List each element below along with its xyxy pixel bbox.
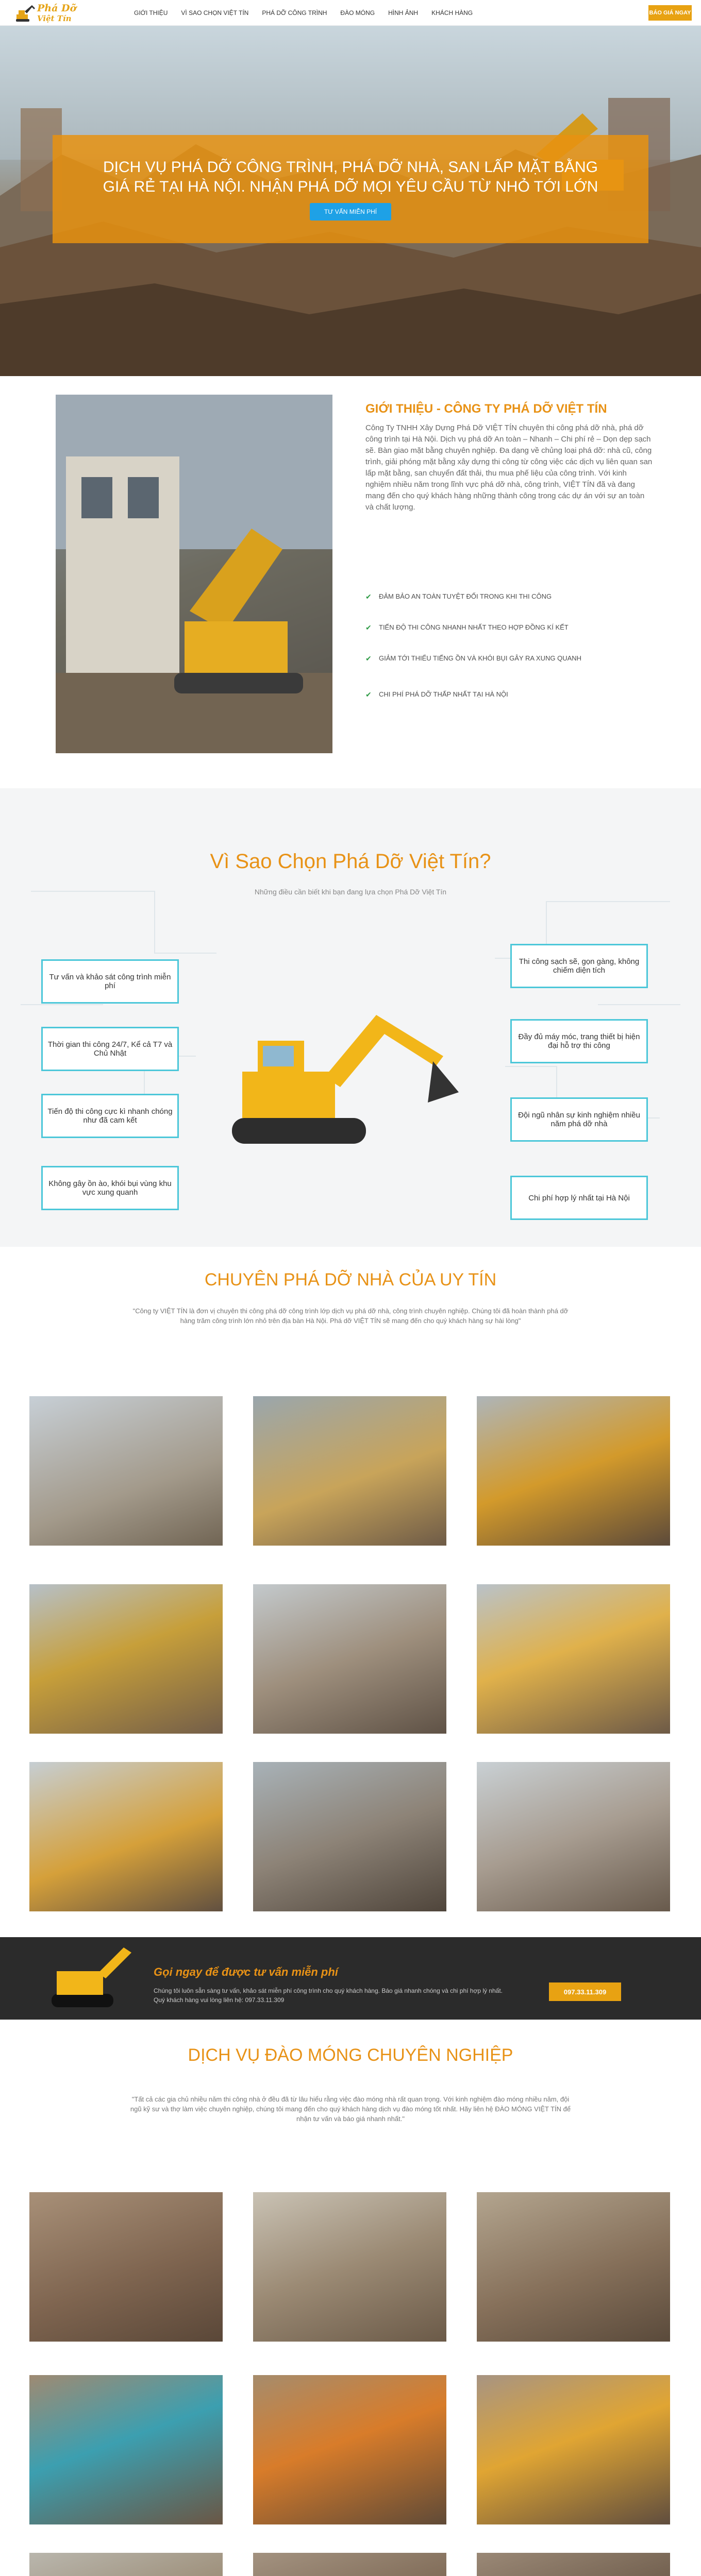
free-consult-button[interactable]: TƯ VẤN MIỄN PHÍ [310,203,391,221]
demolition-title: CHUYÊN PHÁ DỠ NHÀ CỦA UY TÍN [204,1270,497,1290]
excavation-desc: "Tất cả các gia chủ nhiều năm thi công nhà ở đều đã từ lâu hiểu rằng việc đào móng nhà rất quan trọng. Với kinh nghiệm đào móng nhiều năm, đội ngũ kỹ sư và thợ làm việc chuyên nghiệp, chúng tôi mang đến cho quý khách hàng dịch vụ đào móng tốt nhất. Hãy liên hệ ĐÀO MÓNG VIỆT TÍN để nhận tư vấn và báo giá nhanh nhất." [130,2095,571,2123]
feature-item: ✔ GIẢM TỚI THIỂU TIẾNG ỒN VÀ KHÓI BỤI GÂY RA XUNG QUANH [365,654,582,663]
check-icon: ✔ [365,592,372,601]
nav-images[interactable]: HÌNH ẢNH [388,9,419,16]
nav-customers[interactable]: KHÁCH HÀNG [431,9,473,16]
banner-desc: Chúng tôi luôn sẵn sàng tư vấn, khảo sát miễn phí công trình cho quý khách hàng. Báo giá nhanh chóng và chi phí hợp lý nhất. Quý khách hàng vui lòng liên hệ: 097.33.11.309 [154,1987,503,2004]
nav-demolition[interactable]: PHÁ DỠ CÔNG TRÌNH [262,9,327,16]
call-banner [0,1937,701,2020]
why-box: Tiến độ thi công cực kì nhanh chóng như đã cam kết [41,1094,179,1138]
gallery-image[interactable] [29,1396,223,1546]
gallery-image[interactable] [253,1584,446,1734]
banner-title: Gọi ngay để được tư vấn miễn phí [154,1965,338,1978]
hero-section [0,26,701,376]
gallery-image[interactable] [477,2192,670,2342]
gallery-image[interactable] [253,2553,446,2576]
gallery-image[interactable] [29,1762,223,1911]
feature-item: ✔ CHI PHÍ PHÁ DỠ THẤP NHẤT TẠI HÀ NỘI [365,690,508,699]
gallery-image[interactable] [29,2192,223,2342]
feature-item: ✔ TIẾN ĐỘ THI CÔNG NHANH NHẤT THEO HỢP ĐỒNG KÍ KẾT [365,623,569,632]
check-icon: ✔ [365,690,372,699]
gallery-image[interactable] [477,1762,670,1911]
excavator-icon [41,1937,144,2020]
excavator-logo-icon [14,2,37,23]
why-box: Thi công sạch sẽ, gọn gàng, không chiếm diện tích [510,944,648,988]
quote-button[interactable]: BÁO GIÁ NGAY [648,5,692,21]
site-header [0,0,701,26]
excavation-title: DỊCH VỤ ĐÀO MÓNG CHUYÊN NGHIỆP [188,2045,513,2065]
feature-item: ✔ ĐẢM BẢO AN TOÀN TUYỆT ĐỐI TRONG KHI THI CÔNG [365,592,552,601]
main-nav [134,0,473,26]
hero-title: DỊCH VỤ PHÁ DỠ CÔNG TRÌNH, PHÁ DỠ NHÀ, SAN LẤP MẶT BẰNG GIÁ RẺ TẠI HÀ NỘI. NHẬN PHÁ DỠ MỌI YÊU CẦU TỪ NHỎ TỚI LỚN [103,159,598,195]
check-icon: ✔ [365,623,372,632]
intro-photo [56,395,332,753]
logo-line1: Phá Dỡ [37,3,77,14]
why-box: Tư vấn và khảo sát công trình miễn phí [41,959,179,1004]
why-box: Đội ngũ nhân sự kinh nghiệm nhiều năm phá dỡ nhà [510,1097,648,1142]
nav-excavation[interactable]: ĐÀO MÓNG [340,9,375,16]
logo[interactable] [14,2,81,24]
gallery-image[interactable] [29,2553,223,2576]
logo-line2: Việt Tín [37,14,72,23]
gallery-image[interactable] [477,1396,670,1546]
why-title: Vì Sao Chọn Phá Dỡ Việt Tín? [210,850,491,873]
gallery-image[interactable] [477,2375,670,2524]
nav-about[interactable]: GIỚI THIỆU [134,9,168,16]
banner-phone-button[interactable]: 097.33.11.309 [549,1982,621,2001]
why-box: Chi phí hợp lý nhất tại Hà Nội [510,1176,648,1220]
gallery-image[interactable] [477,1584,670,1734]
gallery-image[interactable] [477,2553,670,2576]
why-subtitle: Những điều cần biết khi bạn đang lựa chọn Phá Dỡ Việt Tín [254,888,447,896]
gallery-image[interactable] [29,2375,223,2524]
excavator-illustration [222,994,479,1170]
intro-excavator-image [56,395,332,753]
gallery-image[interactable] [253,2375,446,2524]
intro-text: Công Ty TNHH Xây Dựng Phá Dỡ VIỆT TÍN chuyên thi công phá dỡ nhà, phá dỡ công trình tại Hà Nội. Dịch vụ phá dỡ An toàn – Nhanh – Chi phí rẻ – Dọn dẹp sạch sẽ. Bàn giao mặt bằng chuyên nghiệp. Đa dạng về chủng loại phá dỡ: nhà cũ, công trình, giải phóng mặt bằng xây dựng thi công từ công việc các dịch vụ liên quan san lấp mặt bằng, san chuyển đất thải, thu mua phế liệu của công trình. Với kinh nghiệm nhiều năm trong lĩnh vực phá dỡ nhà, công trình, VIỆT TÍN đã và đang mang đến cho quý khách hàng những thành công trong các dự án với sự an toàn và chất lượng. [365,423,653,512]
intro-title: GIỚI THIỆU - CÔNG TY PHÁ DỠ VIỆT TÍN [365,402,607,416]
gallery-image[interactable] [253,1762,446,1911]
why-box: Thời gian thi công 24/7, Kể cả T7 và Chủ Nhật [41,1027,179,1071]
nav-why[interactable]: VÌ SAO CHỌN VIỆT TÍN [181,9,249,16]
hero-banner [53,135,648,243]
check-icon: ✔ [365,654,372,663]
demolition-desc: "Công ty VIỆT TÍN là đơn vị chuyên thi công phá dỡ công trình lớp dịch vụ phá dỡ nhà, công trình chuyên nghiệp. Chúng tôi đã hoàn thành phá dỡ hàng trăm công trình lớn nhỏ trên địa bàn Hà Nội. Phá dỡ VIỆT TÍN sẽ mang đến cho quý khách hàng sự hài lòng" [132,1307,569,1325]
gallery-image[interactable] [29,1584,223,1734]
gallery-image[interactable] [253,2192,446,2342]
why-box: Không gây ồn ào, khói bụi vùng khu vực xung quanh [41,1166,179,1210]
why-box: Đầy đủ máy móc, trang thiết bị hiện đại hỗ trợ thi công [510,1019,648,1063]
gallery-image[interactable] [253,1396,446,1546]
